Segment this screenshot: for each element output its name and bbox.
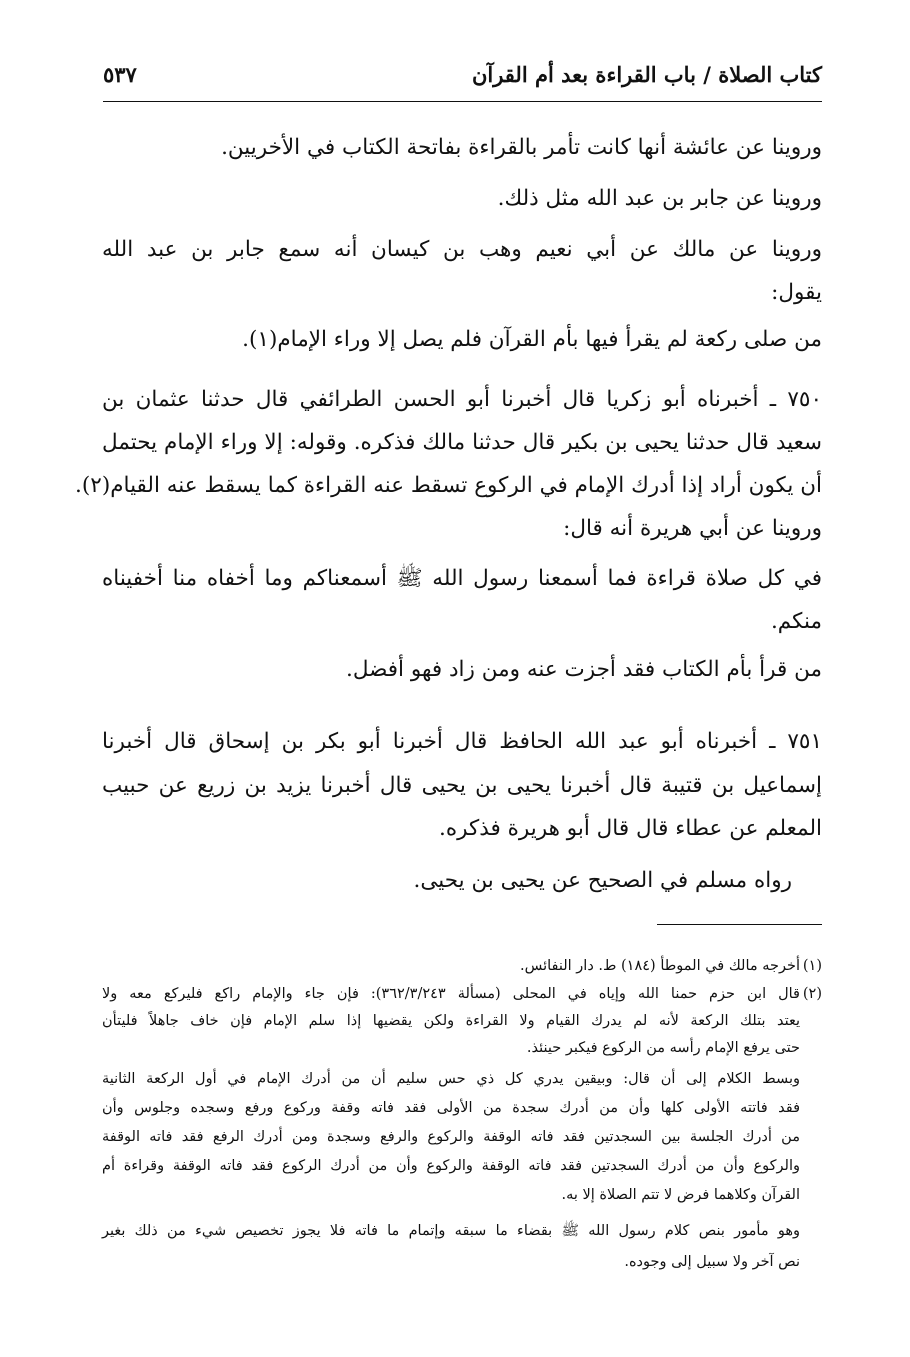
text-line: المعلم عن عطاء قال قال أبو هريرة فذكره.: [439, 816, 822, 841]
footnote-line: أخرجه مالك في الموطأ (١٨٤) ط. دار النفائس.: [519, 958, 800, 974]
hadith-751-line: ٧٥١ ـ أخبرناه أبو عبد الله الحافظ قال أخبرنا أبو بكر بن إسحاق قال أخبرنا: [102, 729, 822, 754]
hadith-750-line: ٧٥٠ ـ أخبرناه أبو زكريا قال أخبرنا أبو الحسن الطرائفي قال حدثنا عثمان بن: [102, 387, 822, 412]
footnote-line: حتى يرفع الإمام رأسه من الركوع فيكبر حينئذ.: [526, 1040, 800, 1056]
text-line: سعيد قال حدثنا يحيى بن بكير قال حدثنا مالك فذكره. وقوله: إلا وراء الإمام يحتمل: [102, 430, 822, 455]
footnote-line: وهو مأمور بنص كلام رسول الله ﷺ بقضاء ما سبقه وإتمام ما فاته فلا يجوز تخصيص شيء من ذلك بغير: [102, 1223, 800, 1239]
footnote-marker: (٢): [802, 986, 822, 1002]
header-rule: [103, 101, 822, 102]
page-header: [103, 58, 822, 102]
page-number: ٥٣٧: [103, 62, 137, 87]
footnote-line: القرآن وكلاهما فرض لا تتم الصلاة إلا به.: [561, 1187, 800, 1203]
running-title: كتاب الصلاة / باب القراءة بعد أم القرآن: [471, 62, 822, 87]
footnote-marker: (١): [802, 958, 822, 974]
text-line: يقول:: [771, 280, 822, 305]
footnote-rule: [657, 924, 822, 925]
footnote-line: يعتد بتلك الركعة لأنه لم يدرك القيام ولا القراءة ولكن يقضيها إذا سلم الإمام فإن خاف جاهلاً فليتأن: [102, 1013, 800, 1029]
text-line: منكم.: [770, 609, 822, 634]
text-line: من قرأ بأم الكتاب فقد أجزت عنه ومن زاد فهو أفضل.: [345, 657, 822, 682]
text-line: في كل صلاة قراءة فما أسمعنا رسول الله ﷺ أسمعناكم وما أخفاه منا أخفيناه: [102, 566, 822, 591]
footnote-line: فقد فاتته الأولى كلها وأن من أدرك سجدة من الأولى فقد فاته وقفة وركوع ورفع وسجده وجلوس وأن: [102, 1100, 800, 1116]
text-line: وروينا عن مالك عن أبي نعيم وهب بن كيسان أنه سمع جابر بن عبد الله: [102, 237, 822, 262]
footnote-line: وبسط الكلام إلى أن قال: وبيقين يدري كل ذي حس سليم أن من أدرك الإمام في أول الركعة الثانية: [102, 1071, 800, 1087]
text-line: رواه مسلم في الصحيح عن يحيى بن يحيى.: [413, 868, 792, 893]
text-line: وروينا عن جابر بن عبد الله مثل ذلك.: [497, 186, 822, 211]
footnote-line: قال ابن حزم حمنا الله وإياه في المحلى (مسألة ٣٦٢/٣/٢٤٣): فإن جاء والإمام راكع فليركع معه ولا: [102, 986, 800, 1002]
text-line: وروينا عن أبي هريرة أنه قال:: [563, 516, 822, 541]
footnote-line: والركوع وأن من أدرك السجدتين فقد فاته الوقفة والركوع وأن من أدرك الركوع فقد فاته الوقفة وقراءة أم: [102, 1158, 800, 1174]
text-line: إسماعيل بن قتيبة قال أخبرنا يحيى بن يحيى قال أخبرنا يزيد بن زريع عن حبيب: [102, 773, 822, 798]
footnote-line: من أدرك الجلسة بين السجدتين فقد فاته الوقفة والركوع والرفع وسجدة ومن أدرك الرفع فقد فاته الوقفة: [102, 1129, 800, 1145]
text-line: أن يكون أراد إذا أدرك الإمام في الركوع تسقط عنه القراءة كما يسقط عنه القيام(٢).: [75, 473, 822, 498]
text-line: وروينا عن عائشة أنها كانت تأمر بالقراءة بفاتحة الكتاب في الأخريين.: [221, 135, 822, 160]
text-line: من صلى ركعة لم يقرأ فيها بأم القرآن فلم يصل إلا وراء الإمام(١).: [242, 327, 822, 352]
footnote-line: نص آخر ولا سبيل إلى وجوده.: [624, 1254, 800, 1270]
